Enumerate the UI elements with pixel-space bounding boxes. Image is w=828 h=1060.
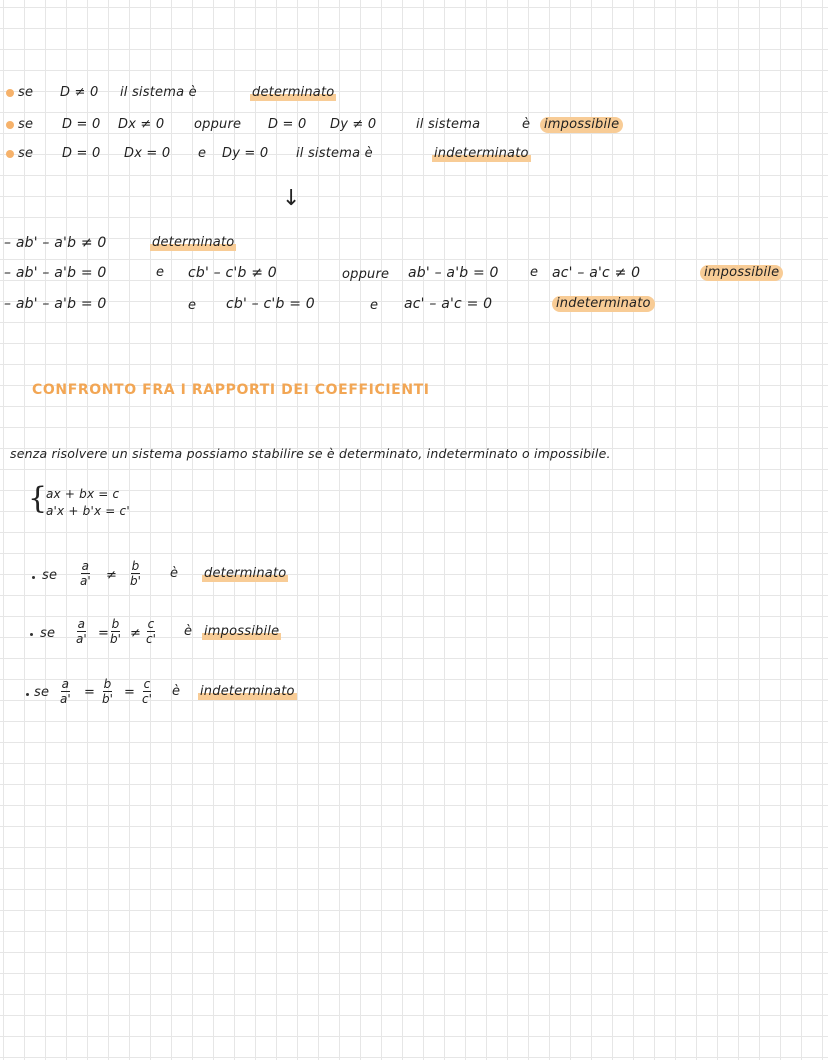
row1-desc: il sistema è [120,85,197,100]
cond3-e: e [188,298,197,313]
cond2-expr: – ab' – a'b = 0 [4,265,107,281]
row2-dy: Dy ≠ 0 [330,117,377,132]
row3-e: e [198,146,207,161]
ratio3-den-c: c' [142,692,152,706]
bullet-small-icon [30,633,33,636]
system-eq2: a'x + b'x = c' [46,504,130,518]
ratio3-result: indeterminato [200,684,295,699]
cond2-result: impossibile [700,265,783,281]
ratio2-num-a: a [77,617,85,631]
ratio3-frac-a [60,678,71,705]
ratio3-frac-b [102,678,113,705]
ratio1-op1: ≠ [106,568,118,583]
ratio2-frac-a [76,618,87,645]
ratio3-verb: è [172,684,181,699]
ratio1-frac-a [80,560,91,587]
row2-result: impossibile [540,117,623,133]
ratio3-op2: = [124,685,136,700]
ratio1-den-a: a' [80,574,91,588]
row3-se: se [18,146,34,161]
ratio2-den-c: c' [146,632,156,646]
cond3-expr: – ab' – a'b = 0 [4,296,107,312]
cond2-c2: ab' – a'b = 0 [408,265,499,281]
ratio3-op1: = [84,685,96,700]
cond2-oppure: oppure [342,267,390,282]
row2-d: D = 0 [62,117,101,132]
row1-result: determinato [252,85,335,100]
bullet-small-icon [26,693,29,696]
cond2-c3: ac' – a'c ≠ 0 [552,265,641,281]
ratio2-op2: ≠ [130,626,142,641]
bullet-icon [6,89,14,97]
row3-d: D = 0 [62,146,101,161]
ratio2-frac-b [110,618,121,645]
row3-dy: Dy = 0 [222,146,269,161]
section-title: CONFRONTO FRA I RAPPORTI DEI COEFFICIENTI [32,382,430,398]
row2-d2: D = 0 [268,117,307,132]
ratio3-num-b: b [103,677,112,691]
ratio2-den-a: a' [76,632,87,646]
cond2-e2: e [530,265,539,280]
row3-result: indeterminato [434,146,529,161]
ratio3-frac-c [142,678,152,705]
ratio3-den-b: b' [102,692,113,706]
ratio3-se: se [34,685,50,700]
ratio2-num-c: c [147,617,155,631]
cond1-expr: – ab' – a'b ≠ 0 [4,235,107,251]
row1-se: se [18,85,34,100]
ratio1-result: determinato [204,566,287,581]
row2-se: se [18,117,34,132]
row2-verb: è [522,117,531,132]
bullet-icon [6,150,14,158]
system-brace: { [28,481,48,516]
row2-desc: il sistema [416,117,481,132]
ratio3-num-c: c [143,677,151,691]
section-intro: senza risolvere un sistema possiamo stabilire se è determinato, indeterminato o impossibile. [10,446,611,461]
row2-dx: Dx ≠ 0 [118,117,165,132]
ratio1-num-b: b [131,559,140,573]
cond3-c2: ac' – a'c = 0 [404,296,493,312]
row1-cond: D ≠ 0 [60,85,99,100]
ratio3-den-a: a' [60,692,71,706]
cond3-c1: cb' – c'b = 0 [226,296,315,312]
ratio2-den-b: b' [110,632,121,646]
down-arrow-icon: ↓ [282,186,301,211]
ratio1-se: se [42,568,58,583]
ratio2-frac-c [146,618,156,645]
ratio2-op1: = [98,626,110,641]
bullet-small-icon [32,576,35,579]
cond3-e2: e [370,298,379,313]
ratio2-verb: è [184,624,193,639]
row3-dx: Dx = 0 [124,146,171,161]
ratio2-num-b: b [111,617,120,631]
cond3-result: indeterminato [552,296,655,312]
ratio2-result: impossibile [204,624,280,639]
system-eq1: ax + bx = c [46,487,120,501]
row3-desc: il sistema è [296,146,373,161]
cond1-result: determinato [152,235,235,250]
cond2-c1: cb' – c'b ≠ 0 [188,265,277,281]
bullet-icon [6,121,14,129]
ratio1-verb: è [170,566,179,581]
ratio2-se: se [40,626,56,641]
ratio1-den-b: b' [130,574,141,588]
row2-oppure: oppure [194,117,242,132]
ratio3-num-a: a [61,677,69,691]
ratio1-num-a: a [81,559,89,573]
ratio1-frac-b [130,560,141,587]
cond2-e: e [156,265,165,280]
